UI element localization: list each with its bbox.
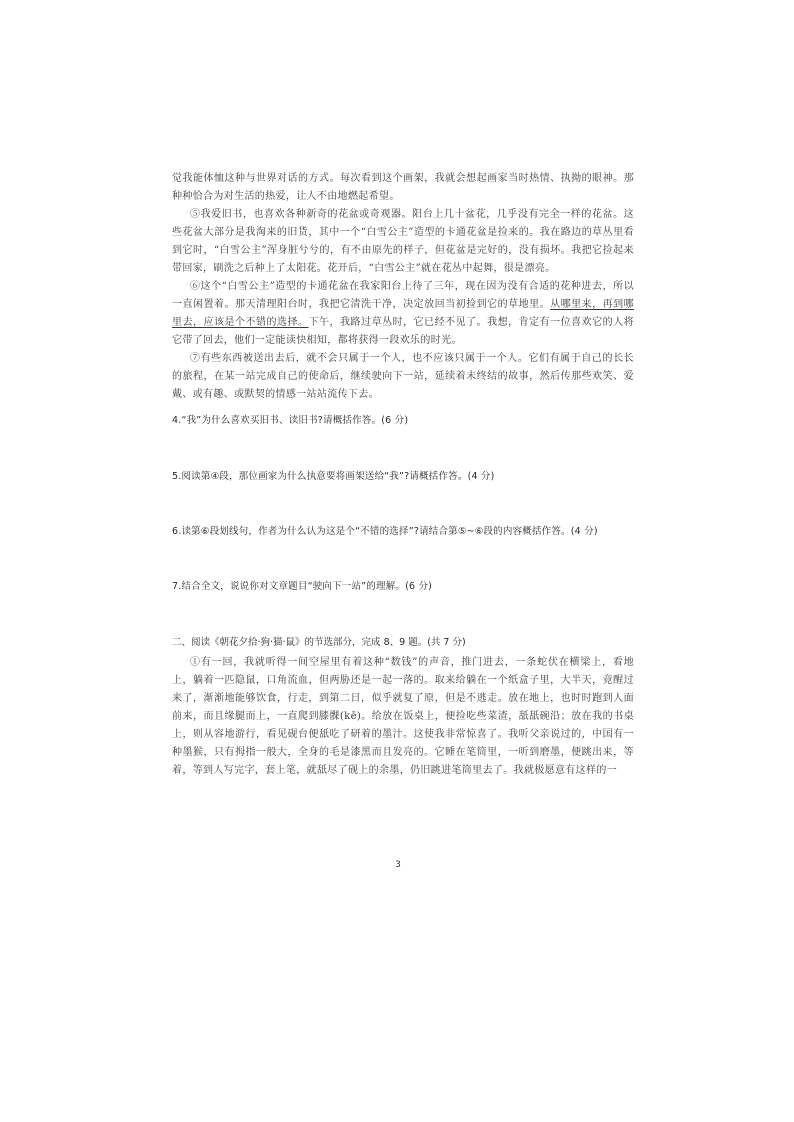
question-6: 6.读第⑥段划线句，作者为什么认为这是个“不错的选择”?请结合第⑤~⑥段的内容概括作答。(4 分) [172, 526, 598, 537]
underlined-sentence: 从哪里来，再到哪里去，应该是个不错的选择。 [172, 299, 634, 328]
section-2-paragraph-1: ①有一回，我就听得一间空屋里有着这种“数钱”的声音，推门进去，一条蛇伏在横梁上，看地上，躺着一匹隐鼠，口角流血，但两胁还是一起一落的。取来给躺在一个纸盒子里，大半天，竟醒过来了，渐渐地能够饮食，行走，到第二日，似乎就复了原，但是不逃走。放在地上，也时时跑到人面前来，而且缘腿而上，一直爬到膝髁(kē)。给放在饭桌上，便捡吃些菜渣，舐舐碗沿；放在我的书桌上，则从容地游行，看见砚台便舐吃了研着的墨汁。这使我非常惊喜了。我听父亲说过的，中国有一种墨猴，只有拇指一般大，全身的毛是漆黑而且发亮的。它睡在笔筒里，一听到磨墨，便跳出来，等着，等到人写完字，套上笔，就舐尽了砚上的余墨，仍旧跳进笔筒里去了。我就极愿意有这样的一 [172, 657, 634, 776]
question-5: 5.阅读第④段，那位画家为什么执意要将画架送给“我”?请概括作答。(4 分) [172, 471, 495, 482]
paragraph-6-start: ⑥这个“白雪公主”造型的卡通花盆在我家阳台上待了三年，现在因为没有合适的花种进去，所以一直闲置着。那天清理阳台时，我把它清洗干净，决定放回当初捡到它的草地里。 [172, 281, 634, 310]
page-number: 3 [395, 860, 401, 870]
passage-continued [172, 170, 634, 404]
paragraph-intro: 觉我能体恤这种与世界对话的方式。每次看到这个画架，我就会想起画家当时热情、执拗的眼神。那种种恰合为对生活的热爱，让人不由地燃起希望。 [172, 173, 634, 202]
section-2-passage [172, 654, 634, 780]
paragraph-5: ⑤我爱旧书，也喜欢各种新奇的花盆或奇观器。阳台上几十盆花，几乎没有完全一样的花盆。这些花盆大部分是我淘来的旧货，其中一个“白雪公主”造型的卡通花盆是捡来的。我在路边的草丛里看到它时，“白雪公主”浑身脏兮兮的，有不由原先的样子，但花盆是完好的，没有损坏。我把它捡起来带回家，刷洗之后种上了太阳花。花开后，“白雪公主”就在花丛中起舞，很是漂亮。 [172, 209, 634, 274]
paragraph-6-end: 下午，我路过草丛时，它已经不见了。我想，肯定有一位喜欢它的人将它带了回去，他们一定能读快相知，都将获得一段欢乐的时光。 [172, 317, 634, 346]
paragraph-6 [172, 278, 634, 350]
question-4: 4.“我”为什么喜欢买旧书、读旧书?请概括作答。(6 分) [172, 415, 409, 426]
paragraph-7: ⑦有些东西被送出去后，就不会只属于一个人，也不应该只属于一个人。它们有属于自己的长长的旅程，在某一站完成自己的使命后，继续驶向下一站，延续着未终结的故事，然后传那些欢笑、爱戴、或有趣、或默契的情感一站站流传下去。 [172, 353, 634, 400]
question-7: 7.结合全文，说说你对文章题目“驶向下一站”的理解。(6 分) [172, 581, 433, 592]
section-2-heading: 二、阅读《朝花夕拾·狗·猫·鼠》的节选部分，完成 8、9 题。(共 7 分) [172, 637, 466, 648]
